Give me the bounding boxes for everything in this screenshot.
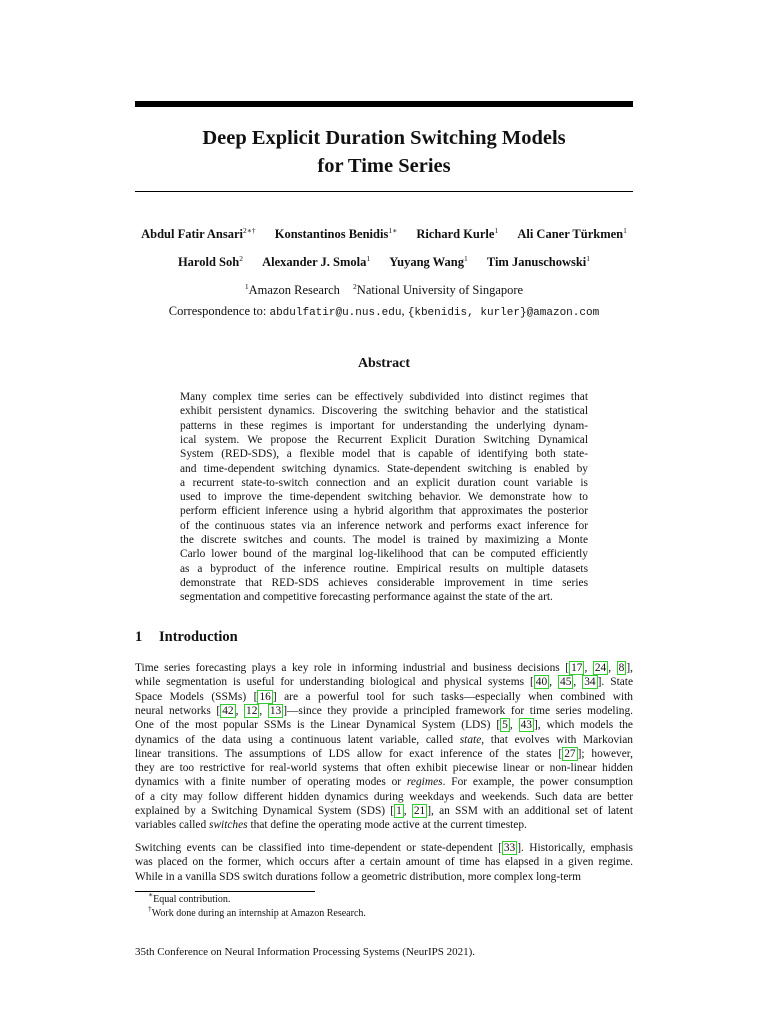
author [517,227,627,241]
author-affiliation-mark: 1 [463,254,468,263]
footnote-mark: † [148,904,152,913]
affiliation [353,283,523,297]
text-run: ]. Historically, emphasis [517,842,633,854]
footnote [148,890,231,905]
author-name: Alexander J. Smola [262,255,367,269]
citation-link[interactable]: 17 [571,662,583,674]
footnote-rule [135,891,315,892]
abstract-line: a recurrent state-to-switch connection and an explicit duration count variable is [180,476,588,489]
author [487,255,590,269]
text-run: Space Models (SSMs) [ [135,690,258,703]
author-name: Yuyang Wang [389,255,464,269]
correspondence [120,304,648,319]
paragraph-line [135,804,633,818]
author-affiliation-mark: 1 [366,254,371,263]
abstract-heading: Abstract [357,356,411,371]
affiliation [245,283,340,297]
email-link[interactable]: abdulfatir@u.nus.edu [269,307,402,319]
paragraph-line [135,775,633,789]
text-run: of a city may follow different hidden dynamics during weekdays and weekends. Such data are better [135,790,633,803]
author [389,255,467,269]
author-row-1 [120,227,648,242]
citation-link[interactable]: 12 [246,704,258,717]
author-row-2 [120,255,648,270]
author [416,227,498,241]
text-run: explained by a Switching Dynamical System (SDS) [ [135,805,395,817]
paragraph-line [135,870,633,884]
paragraph-line [135,733,633,747]
author-affiliation-mark: 1∗ [388,226,398,235]
abstract-line: ical system. We propose the Recurrent Explicit Duration Switching Dynamical [180,433,588,446]
emphasized-term: regimes [406,776,443,789]
author-name: Abdul Fatir Ansari [141,227,243,241]
section-heading [135,629,238,646]
citation-link[interactable]: 24 [594,662,607,674]
emphasized-term: state [459,733,482,746]
title-top-rule [135,101,633,107]
affiliation-mark: 1 [244,282,249,291]
title-bottom-rule [135,191,633,192]
text-run: One of the most popular SSMs is the Linear Dynamical System (LDS) [ [135,719,501,732]
author-name: Tim Januschowski [486,255,587,269]
author-affiliation-mark: 1 [586,254,591,263]
author [178,255,243,269]
paragraph-line [135,818,633,832]
citation-link[interactable]: 43 [520,719,532,732]
text-run: dynamics with a finite number of operating modes or [135,776,407,789]
author [275,227,397,241]
affiliation-mark: 2 [353,282,357,291]
citation-link[interactable]: 33 [503,842,516,854]
author-affiliation-mark: 1 [623,226,627,235]
text-run: ] are a powerful tool for such tasks—especially when combined with [272,690,633,703]
author [262,255,370,269]
citation-link[interactable]: 42 [222,704,234,717]
text-run: , [584,662,593,674]
email-separator: , [401,304,405,318]
footnote-mark: ∗ [148,890,154,899]
text-run: ], which models the [533,719,633,732]
abstract-line: Many complex time series can be effectively subdivided into distinct regimes that [180,391,588,403]
abstract-line: the discrete switches and counts. The model is trained by maximizing a Monte [180,534,588,546]
abstract-line: and time-dependent switching dynamics. State-dependent switching is enabled by [180,462,588,475]
citation-link[interactable]: 27 [564,747,576,760]
abstract-line: System (RED-SDS), a flexible model that is capable of identifying both state- [180,448,588,461]
citation-link[interactable]: 5 [502,719,508,732]
conference-footer: 35th Conference on Neural Information Processing Systems (NeurIPS 2021). [135,946,476,958]
citation-link[interactable]: 16 [259,690,271,703]
abstract-line: Carlo lower bound of the marginal log-likelihood that can be computed efficiently [180,548,588,561]
text-run: neural networks [ [135,704,221,717]
text-run: variables called [135,819,210,832]
email-link[interactable]: {kbenidis, kurler}@amazon.com [407,307,600,319]
paragraph-line [135,704,633,718]
abstract-line: segmentation and competitive forecasting performance against the state of the art. [180,591,553,604]
abstract-line: of the continuous states via an inference network and performs exact inference for [180,519,588,532]
abstract-line: exhibit persistent dynamics. Discovering the switching behavior and the statistical [180,405,588,418]
paragraph-line [135,661,633,675]
text-run: Time series forecasting plays a key role in informing industrial and business decisions [ [135,662,570,674]
text-run: linear transitions. The assumptions of LDS allow for exact inference of the states [ [135,747,563,760]
text-run: , [403,805,412,817]
section-title: Introduction [159,629,238,645]
text-run: , [608,662,617,674]
text-run: was placed on the former, which occurs after a certain amount of time has elapsed in a given regime. [135,856,633,869]
text-run: ], an SSM with an additional set of latent [427,805,633,817]
paragraph-line [135,718,633,732]
text-run: while segmentation is useful for understanding biological and physical systems [ [135,676,534,689]
text-run: dynamics of the data using a continuous latent variable, called [135,733,460,746]
correspondence-label: Correspondence to: [168,304,267,318]
text-run: ]. State [597,676,634,689]
text-run: , [549,676,559,689]
paper-title-line-1: Deep Explicit Duration Switching Models [202,127,566,149]
text-run: that define the operating mode active at the current timestep. [247,819,527,832]
text-run: , [259,704,268,717]
citation-link[interactable]: 34 [584,676,596,689]
text-run: , [509,719,519,732]
text-run: ]—since they provide a principled framework for time series modeling. [283,704,633,717]
text-run: ]; however, [577,747,633,760]
citation-link[interactable]: 40 [535,676,548,689]
paragraph-line [135,790,633,804]
affiliation-name: Amazon Research [248,283,340,297]
paragraph-line [135,855,633,869]
paper-title-line-2: for Time Series [317,155,451,177]
text-run: ], [626,662,633,674]
citation-link[interactable]: 1 [396,805,402,817]
footnote-text: Equal contribution. [153,894,231,905]
abstract-line: demonstrate that RED-SDS achieves considerable improvement in time series [180,576,588,589]
paragraph-line [135,675,633,689]
text-run: . For example, the power consumption [442,776,633,789]
paragraph-line [135,690,633,704]
author-name: Konstantinos Benidis [274,227,389,241]
paragraph-line [135,761,633,775]
abstract-line: patterns in these regimes is important for understanding the underlying dynam- [180,419,588,432]
section-number: 1 [135,629,143,645]
author-name: Harold Soh [177,255,240,269]
text-run: , [235,704,245,717]
paragraph-line [135,747,633,761]
text-run: , that evolves with Markovian [481,733,634,746]
author-affiliation-mark: 1 [494,226,499,235]
text-run: , [573,676,583,689]
text-run: they are too restrictive for real-world systems that often exhibit piecewise linear or non-linear hidden [135,762,633,775]
author [141,227,255,241]
citation-link[interactable]: 13 [269,704,282,717]
abstract-line: as a byproduct of the inference routine. Empirical results on multiple datasets [180,562,588,575]
citation-link[interactable]: 8 [618,662,625,674]
affiliation-name: National University of Singapore [356,283,524,297]
author-affiliation-mark: 2 [239,254,243,263]
paragraph-line [135,841,633,855]
abstract-line: perform efficient inference using a hybrid algorithm that approximates the posterior [180,505,588,518]
citation-link[interactable]: 45 [560,676,572,689]
author-name: Ali Caner Türkmen [517,227,624,241]
affiliations [120,283,648,298]
emphasized-term: switches [209,819,248,832]
footnote-text: Work done during an internship at Amazon Research. [151,908,366,919]
text-run: While in a vanilla SDS switch durations follow a geometric distribution, more complex long-term [135,870,582,883]
footnote [148,904,366,919]
author-affiliation-mark: 2∗† [243,226,256,235]
author-name: Richard Kurle [416,227,495,241]
abstract-line: used to improve the time-dependent switching behavior. We demonstrate how to [180,491,588,504]
text-run: Switching events can be classified into time-dependent or state-dependent [ [135,842,502,854]
citation-link[interactable]: 21 [413,805,426,817]
